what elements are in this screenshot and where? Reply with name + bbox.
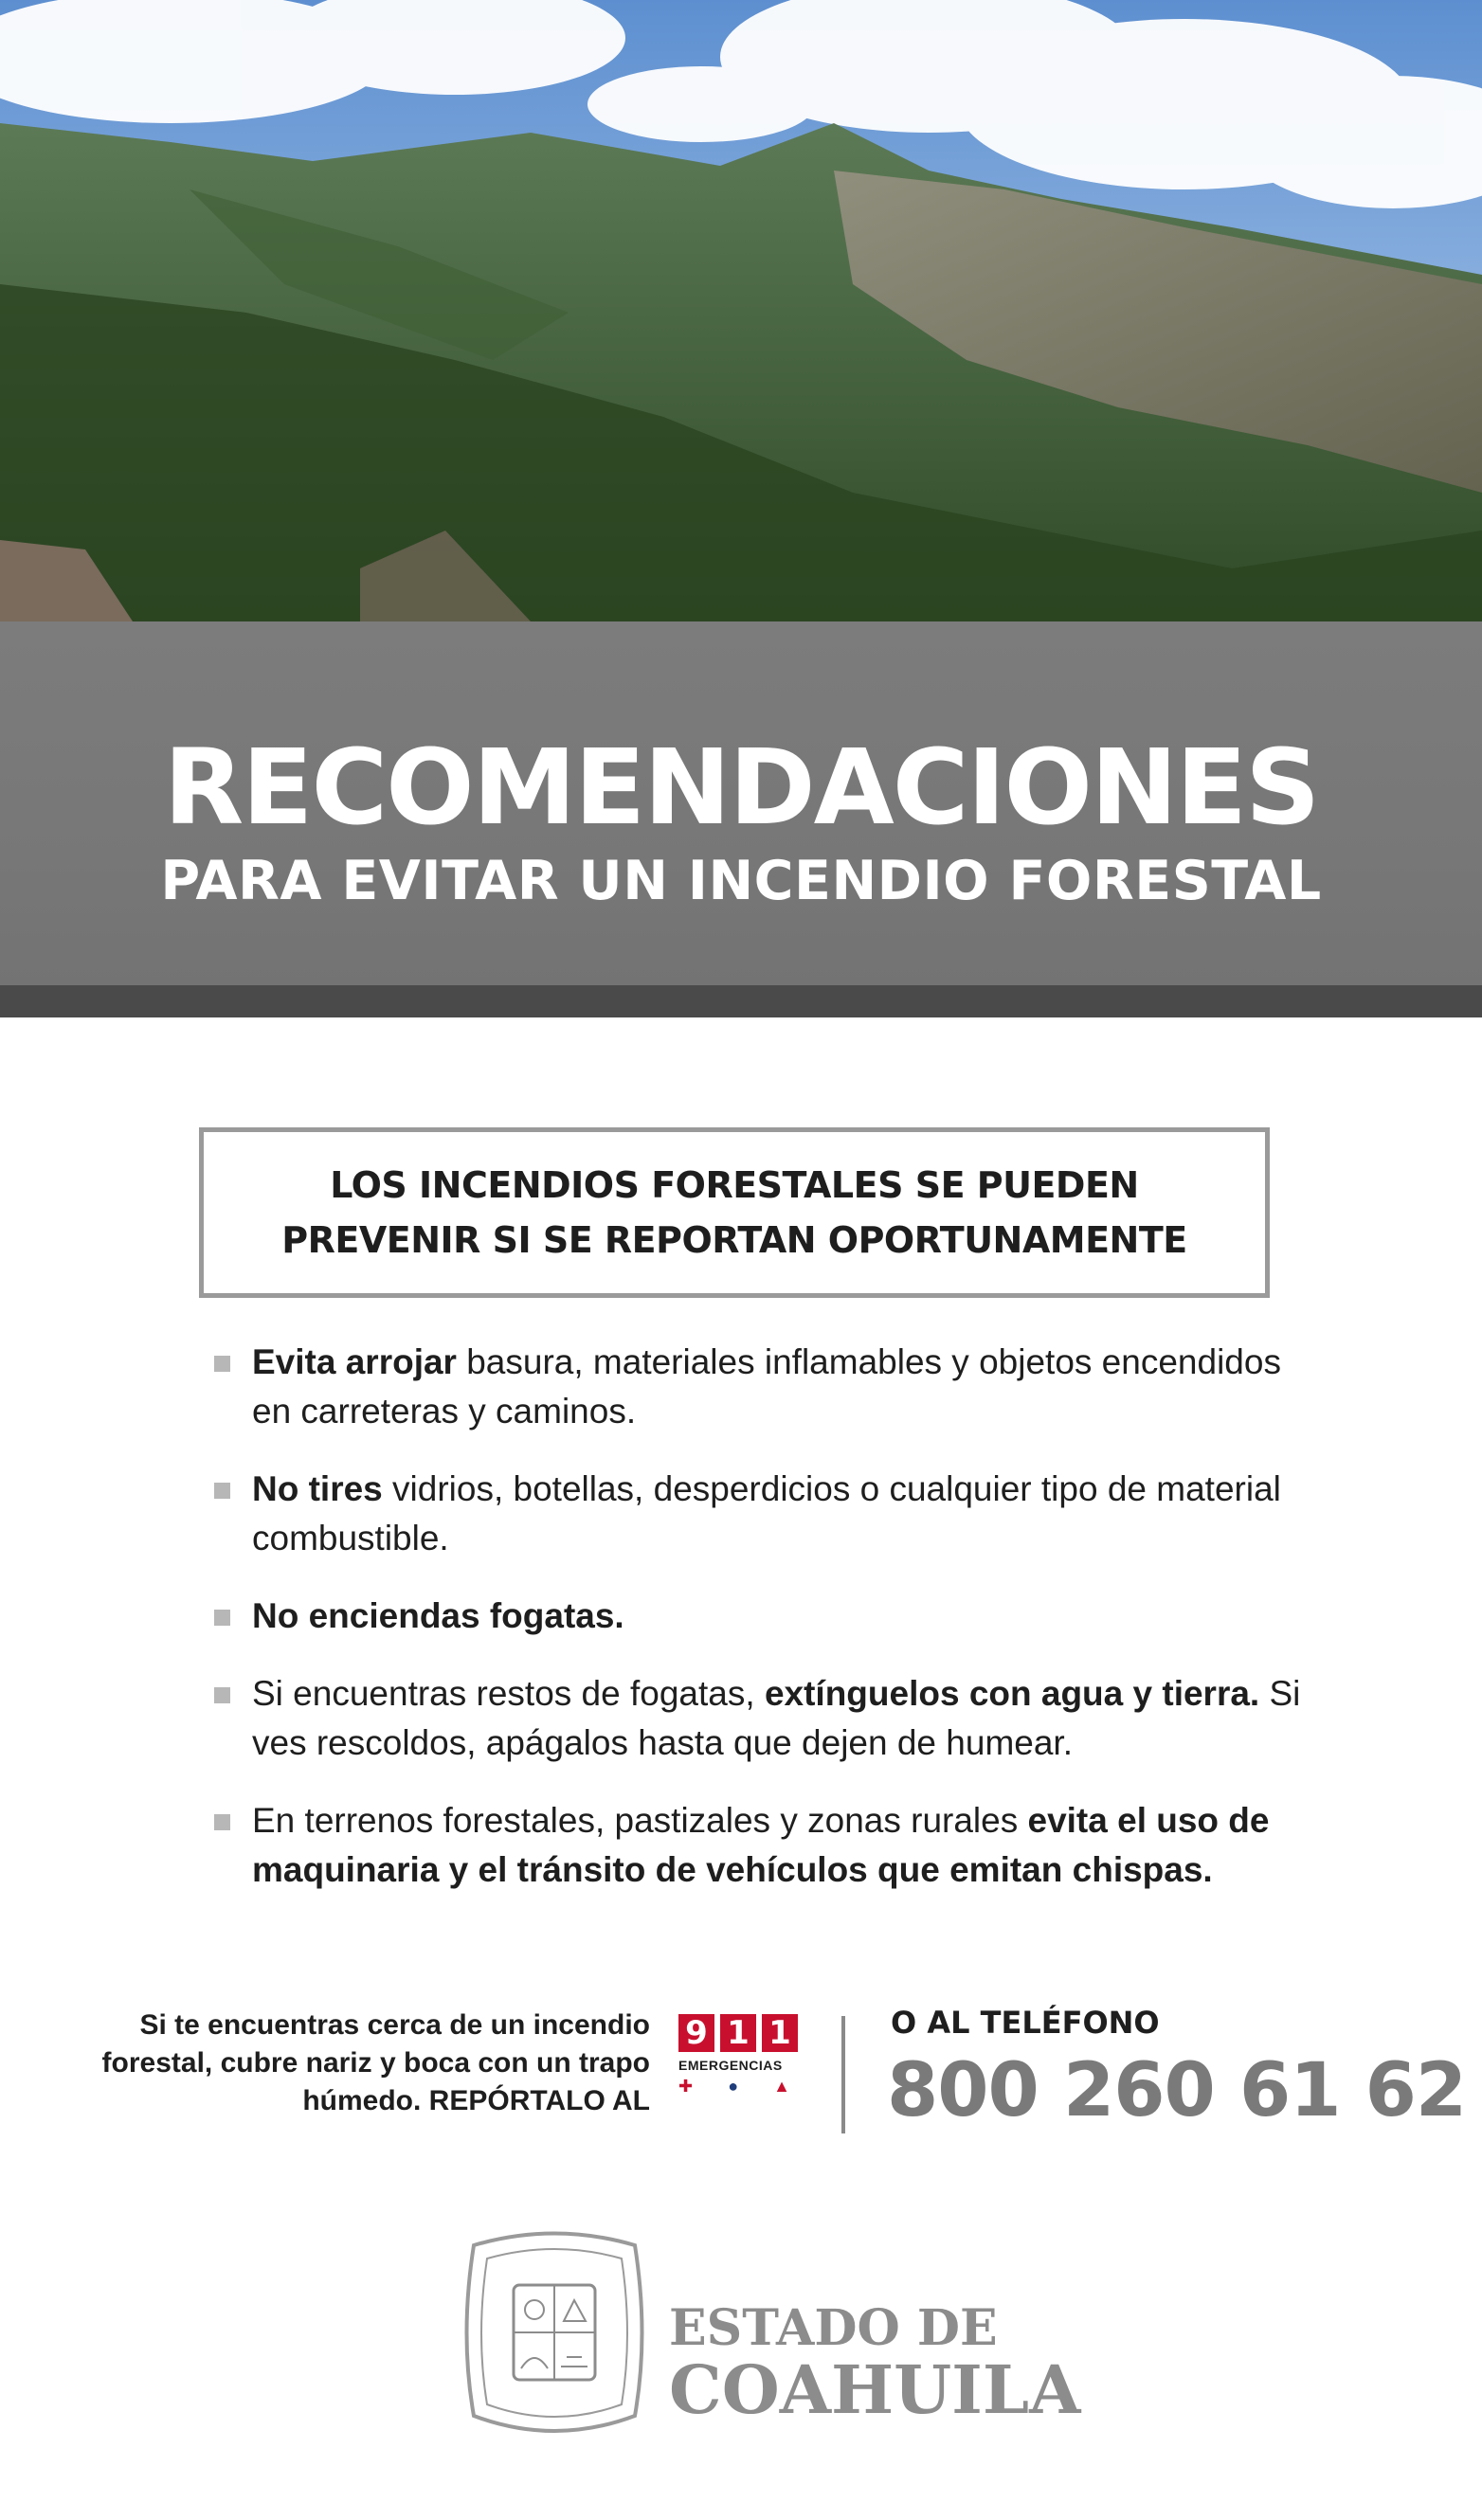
bullet-text: Si ves rescoldos, apágalos hasta que dejen de humear. — [252, 1674, 1301, 1762]
coahuila-seal-logo — [455, 2226, 654, 2444]
emergency-911-logo — [678, 2014, 802, 2118]
recommendations-list — [214, 1338, 1313, 1923]
bullet-text: En terrenos forestales, pastizales y zonas rurales — [252, 1801, 1028, 1840]
bullet-square-icon — [214, 1483, 230, 1499]
list-item — [214, 1338, 1313, 1436]
bullet-text: basura, materiales inflamables y objetos encendidos en carreteras y caminos. — [252, 1342, 1281, 1431]
phone-label: O AL TELÉFONO — [891, 2005, 1160, 2041]
notice-line-1: LOS INCENDIOS FORESTALES SE PUEDEN — [330, 1164, 1139, 1206]
emergency-digit: 1 — [720, 2014, 756, 2052]
contact-section — [0, 1999, 1482, 2141]
report-line-3 — [0, 2082, 650, 2120]
notice-line-2: PREVENIR SI SE REPORTAN OPORTUNAMENTE — [281, 1219, 1187, 1261]
emergency-digit: 1 — [762, 2014, 798, 2052]
page-title: RECOMENDACIONES — [163, 727, 1319, 848]
bullet-text: vidrios, botellas, desperdicios o cualquier tipo de material combustible. — [252, 1469, 1281, 1557]
bullet-text: Si encuentras restos de fogatas, — [252, 1674, 765, 1713]
red-cross-icon: ✚ — [678, 2077, 694, 2096]
page-subtitle: PARA EVITAR UN INCENDIO FORESTAL — [160, 850, 1322, 912]
report-line-2: forestal, cubre nariz y boca con un trapo — [101, 2047, 650, 2079]
phone-number: 800 260 61 62 — [887, 2048, 1467, 2133]
emergency-label: EMERGENCIAS — [678, 2058, 783, 2073]
title-band — [0, 621, 1482, 1017]
list-item — [214, 1592, 1313, 1641]
bullet-square-icon — [214, 1356, 230, 1372]
bullet-bold-text: No enciendas fogatas. — [252, 1596, 624, 1635]
report-instructions — [0, 2007, 650, 2120]
bullet-bold-text: extínguelos con agua y tierra. — [764, 1674, 1260, 1713]
state-name-line-2: COAHUILA — [669, 2350, 1081, 2429]
list-item — [214, 1465, 1313, 1563]
report-line-3-bold: REPÓRTALO AL — [428, 2085, 650, 2116]
emergency-digit: 9 — [678, 2014, 714, 2052]
bullet-bold-text: Evita arrojar — [252, 1342, 457, 1381]
state-name — [669, 2299, 1081, 2429]
list-item — [214, 1796, 1313, 1895]
police-cap-icon: ● — [728, 2077, 739, 2096]
report-line-1: Si te encuentras cerca de un incendio — [139, 2009, 650, 2041]
bullet-square-icon — [214, 1610, 230, 1626]
mountain-landscape-illustration — [0, 0, 1482, 621]
list-item — [214, 1669, 1313, 1768]
vertical-divider — [841, 2016, 845, 2133]
bullet-bold-text: No tires — [252, 1469, 383, 1508]
bullet-square-icon — [214, 1814, 230, 1830]
footer — [0, 2226, 1482, 2463]
report-line-3-text: húmedo. — [302, 2085, 429, 2116]
firefighter-icon: ▲ — [773, 2077, 790, 2096]
bullet-square-icon — [214, 1687, 230, 1703]
title-band-bottom-strip — [0, 985, 1482, 1017]
prevention-notice-box — [199, 1127, 1270, 1298]
state-name-line-1: ESTADO DE — [669, 2299, 998, 2357]
bullet-bold-text: evita el uso de maquinaria y el tránsito de vehículos que emitan chispas. — [252, 1801, 1270, 1889]
hero-mountain-image — [0, 0, 1482, 621]
